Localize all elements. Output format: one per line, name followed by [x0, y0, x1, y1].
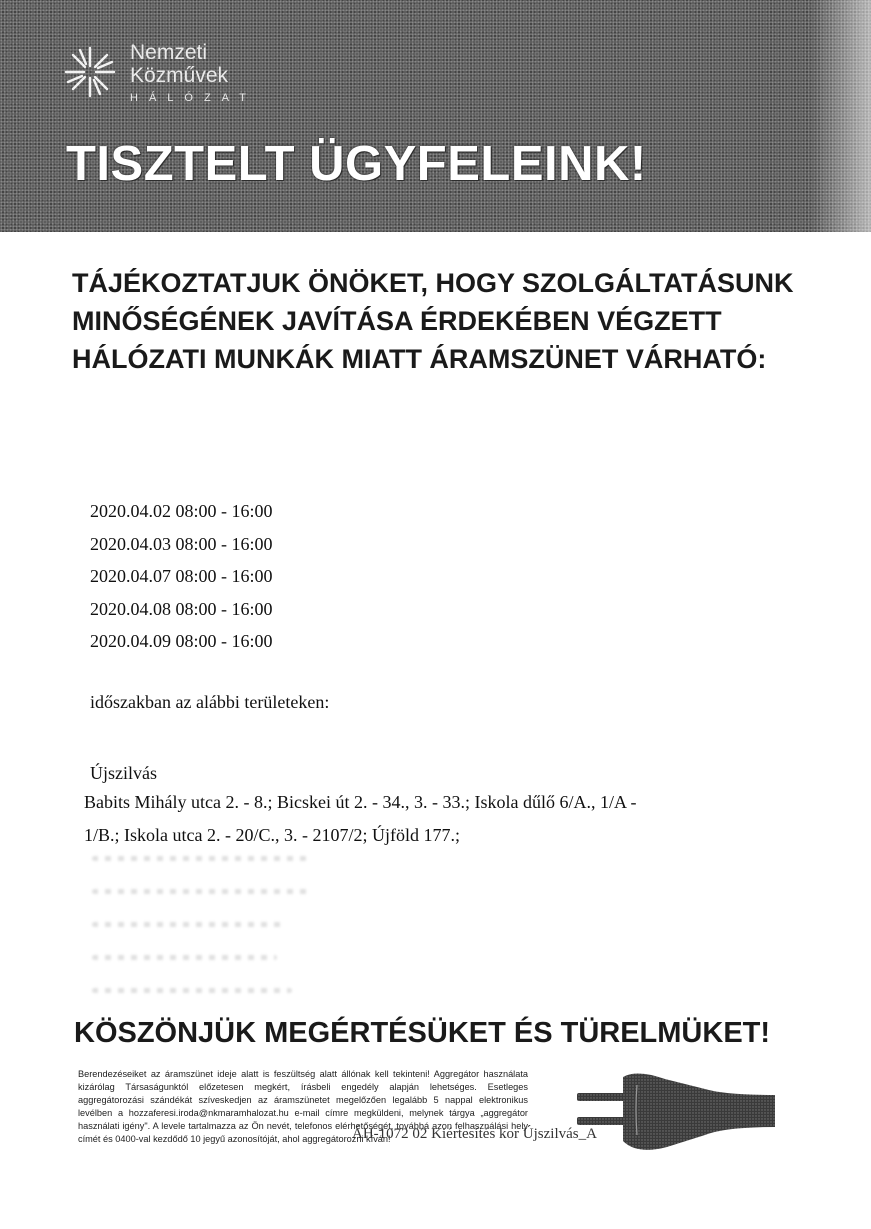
page-title: TISZTELT ÜGYFELEINK!: [66, 137, 647, 191]
power-plug-icon: [575, 1055, 775, 1165]
outage-date-item: 2020.04.09 08:00 - 16:00: [90, 631, 273, 651]
outage-date-item: 2020.04.03 08:00 - 16:00: [90, 533, 273, 554]
closing-heading: KÖSZÖNJÜK MEGÉRTÉSÜKET ÉS TÜRELMÜKET!: [74, 1017, 771, 1049]
logo-text-line-3: HÁLÓZAT: [130, 92, 257, 104]
intro-line: TÁJÉKOZTATJUK ÖNÖKET, HOGY SZOLGÁLTATÁSUNK: [72, 268, 794, 298]
outage-date-list: [90, 495, 273, 658]
faded-line: [92, 889, 312, 894]
header-edge-fade: [811, 0, 871, 232]
star-burst-icon: [62, 44, 118, 100]
company-logo: [62, 40, 322, 110]
logo-text-line-2: Közművek: [130, 64, 229, 87]
header-band: [0, 0, 871, 232]
street-line: Babits Mihály utca 2. - 8.; Bicskei út 2. - 34., 3. - 33.; Iskola dűlő 6/A., 1/A -: [84, 792, 637, 812]
faded-line: [92, 922, 282, 927]
intro-line: HÁLÓZATI MUNKÁK MIATT ÁRAMSZÜNET VÁRHATÓ:: [72, 344, 767, 374]
street-list: [84, 786, 784, 852]
street-line: 1/B.; Iskola utca 2. - 20/C., 3. - 2107/2; Újföld 177.;: [84, 825, 460, 845]
faded-line: [92, 955, 277, 960]
outage-date-item: 2020.04.02 08:00 - 16:00: [90, 501, 273, 521]
fine-print: Berendezéseiket az áramszünet ideje alatt is feszültség alatt állónak kell tekinteni! Aggregátor használata kizárólag Társaságunktól előzetesen megkért, írásbeli engedély alapján lehetséges. Esetleges aggregátorozási szándékát szíveskedjen az áramszünetet megelőzően legalább 5 nappal elektronikus levélben a hozzaferesi.iroda@nkmaramhalozat.hu e-mail címre megküldeni, melynek tárgya „aggregátor használati igény". A levele tartalmazza az Ön nevét, telefonos elérhetőségét, továbbá azon felhasználási hely címét és 0400-val kezdődő 10 jegyű azonosítóját, ahol aggregátorozni kíván!: [78, 1069, 528, 1145]
logo-text-line-1: Nemzeti: [130, 41, 208, 64]
period-text: időszakban az alábbi területeken:: [90, 692, 330, 712]
intro-heading: [72, 264, 842, 378]
faded-line: [92, 856, 307, 861]
document-stamp-text: ÁH-1072 02 Kiértesítés kor Újszilvás_A: [352, 1126, 597, 1142]
faded-text-lines: [92, 856, 312, 1021]
outage-date-item: 2020.04.08 08:00 - 16:00: [90, 598, 273, 619]
outage-date-item: 2020.04.07 08:00 - 16:00: [90, 566, 273, 586]
faded-line: [92, 988, 292, 993]
intro-line: MINŐSÉGÉNEK JAVÍTÁSA ÉRDEKÉBEN VÉGZETT: [72, 306, 722, 336]
town-name: Újszilvás: [90, 763, 157, 783]
